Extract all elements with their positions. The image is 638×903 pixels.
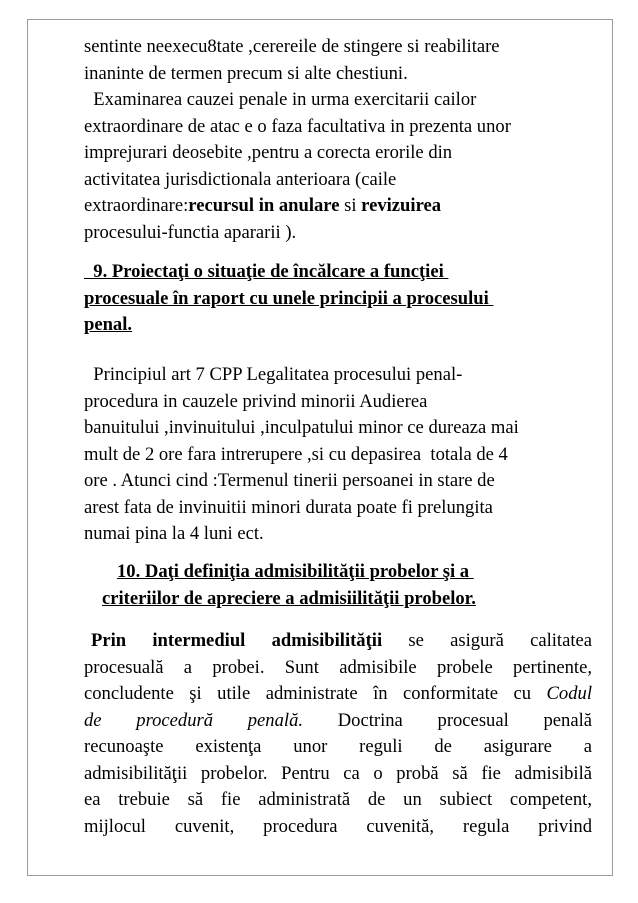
- heading-line: 10. Daţi definiţia admisibilităţii probelor şi a: [117, 561, 474, 582]
- bold-term-revizuire: revizuirea: [361, 195, 442, 216]
- italic-term-procedura-penala: de procedură penală.: [84, 709, 304, 731]
- heading-line: 9. Proiectaţi o situaţie de încălcare a funcţiei: [84, 261, 449, 282]
- text-line: numai pina la 4 luni ect.: [84, 523, 264, 544]
- text-line: activitatea jurisdictionala anterioara (caile: [84, 168, 397, 190]
- text-fragment: si: [339, 195, 362, 216]
- text-line: procedura in cauzele privind minorii Audierea: [84, 390, 428, 412]
- text-line: procesuală a probei. Sunt admisibile probele pertinente,: [84, 656, 592, 678]
- text-line: ore . Atunci cind :Termenul tinerii persoanei in stare de: [84, 470, 495, 491]
- text-line: imprejurari deosebite ,pentru a corecta erorile din: [84, 142, 453, 163]
- text-line: [84, 193, 594, 220]
- paragraph-continuation: [84, 34, 594, 87]
- text-line: arest fata de invinuitii minori durata poate fi prelungita: [84, 496, 493, 518]
- text-fragment: concludente şi utile administrate în conformitate cu: [84, 683, 547, 704]
- paragraph-extraordinary-appeal: [84, 87, 594, 246]
- heading-question-10: [93, 559, 603, 612]
- text-line: Examinarea cauzei penale in urma exercitarii cailor: [84, 89, 477, 110]
- text-fragment: se asigură calitatea: [382, 630, 593, 651]
- heading-line: penal.: [84, 314, 133, 335]
- text-line: [84, 681, 592, 708]
- text-line: banuitului ,invinuitului ,inculpatului minor ce dureaza mai: [84, 417, 519, 438]
- text-fragment: Doctrina procesual penală: [303, 709, 593, 731]
- heading-question-9: [84, 259, 594, 339]
- paragraph-principle-legality: [84, 362, 594, 548]
- text-line: mult de 2 ore fara intrerupere ,si cu depasirea totala de 4: [84, 443, 508, 465]
- text-line: sentinte neexecu8tate ,cerereile de stingere si reabilitare: [84, 36, 500, 57]
- italic-term-codul: Codul: [546, 683, 592, 704]
- text-line: recunoaşte existenţa unor reguli de asigurare a: [84, 736, 592, 757]
- bold-term-recurs: recursul in anulare: [188, 195, 340, 216]
- text-line: [84, 628, 592, 655]
- paragraph-admissibility: [84, 628, 592, 840]
- bold-term-admisibilitate: Prin intermediul admisibilităţii: [91, 630, 383, 651]
- text-line: [84, 708, 592, 735]
- text-fragment: extraordinare:: [84, 195, 189, 216]
- text-line: mijlocul cuvenit, procedura cuvenită, regula privind: [84, 815, 592, 837]
- text-line: inaninte de termen precum si alte chestiuni.: [84, 62, 408, 84]
- text-line: ea trebuie să fie administrată de un subiect competent,: [84, 789, 592, 810]
- text-line: Principiul art 7 CPP Legalitatea procesului penal-: [84, 364, 463, 385]
- heading-line: procesuale în raport cu unele principii a procesului: [84, 287, 494, 309]
- text-line: admisibilităţii probelor. Pentru ca o probă să fie admisibilă: [84, 762, 592, 784]
- heading-line: criteriilor de apreciere a admisiilităţii probelor.: [102, 587, 476, 609]
- text-line: procesului-functia apararii ).: [84, 221, 297, 243]
- text-line: extraordinare de atac e o faza facultativa in prezenta unor: [84, 115, 511, 137]
